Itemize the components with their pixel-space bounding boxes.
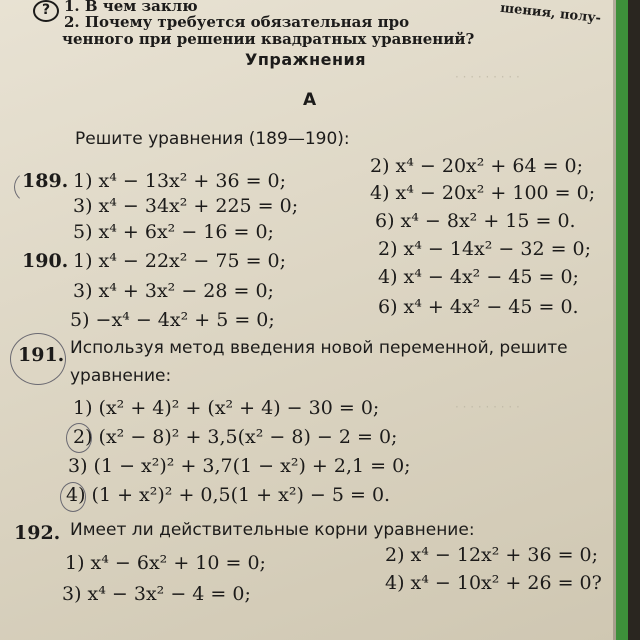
eq-191-1: 1) (x² + 4)² + (x² + 4) − 30 = 0; <box>73 397 380 419</box>
pencil-mark-189 <box>14 170 52 204</box>
eq-191-2: 2) (x² − 8)² + 3,5(x² − 8) − 2 = 0; <box>73 426 398 448</box>
question-2: 2. Почему требуется обязательная про <box>64 13 410 31</box>
question-1: 1. В чем заклю <box>64 0 198 15</box>
eq-190-4: 4) x⁴ − 4x² − 45 = 0; <box>378 266 579 288</box>
show-through-text: · · · · · · · · · <box>455 70 520 84</box>
eq-192-3: 3) x⁴ − 3x² − 4 = 0; <box>62 583 251 605</box>
section-letter: А <box>303 90 317 110</box>
exercise-191-text: Используя метод введения новой переменной, решите <box>70 338 568 358</box>
eq-190-6: 6) x⁴ + 4x² − 45 = 0. <box>378 296 579 318</box>
show-through-text: · · · · · · · · · <box>455 400 520 414</box>
green-cover-edge <box>616 0 628 640</box>
question-mark-icon: ? <box>33 0 59 22</box>
exercise-number-190: 190. <box>22 250 69 272</box>
eq-190-3: 3) x⁴ + 3x² − 28 = 0; <box>73 280 274 302</box>
eq-189-2: 2) x⁴ − 20x² + 64 = 0; <box>370 155 584 177</box>
eq-192-2: 2) x⁴ − 12x² + 36 = 0; <box>385 544 599 566</box>
eq-189-4: 4) x⁴ − 20x² + 100 = 0; <box>370 182 596 204</box>
exercise-191-text-cont: уравнение: <box>70 366 172 386</box>
question-1-tail: шения, полу- <box>499 0 602 27</box>
eq-189-3: 3) x⁴ − 34x² + 225 = 0; <box>73 195 299 217</box>
eq-190-1: 1) x⁴ − 22x² − 75 = 0; <box>73 250 287 272</box>
question-2-cont: ченного при решении квадратных уравнений? <box>62 30 475 48</box>
eq-192-1: 1) x⁴ − 6x² + 10 = 0; <box>65 552 266 574</box>
section-title: Упражнения <box>245 50 367 69</box>
eq-190-2: 2) x⁴ − 14x² − 32 = 0; <box>378 238 592 260</box>
eq-190-5: 5) −x⁴ − 4x² + 5 = 0; <box>70 309 275 331</box>
exercise-192-text: Имеет ли действительные корни уравнение: <box>70 520 475 540</box>
eq-192-4: 4) x⁴ − 10x² + 26 = 0? <box>385 572 602 594</box>
exercise-number-191: 191. <box>18 344 65 366</box>
eq-189-1: 1) x⁴ − 13x² + 36 = 0; <box>73 170 287 192</box>
exercise-number-189: 189. <box>22 170 69 192</box>
instruction: Решите уравнения (189—190): <box>75 129 350 149</box>
eq-191-3: 3) (1 − x²)² + 3,7(1 − x²) + 2,1 = 0; <box>68 455 411 477</box>
eq-189-6: 6) x⁴ − 8x² + 15 = 0. <box>375 210 576 232</box>
eq-189-5: 5) x⁴ + 6x² − 16 = 0; <box>73 221 274 243</box>
exercise-number-192: 192. <box>14 522 61 544</box>
eq-191-4: 4) (1 + x²)² + 0,5(1 + x²) − 5 = 0. <box>66 484 391 506</box>
